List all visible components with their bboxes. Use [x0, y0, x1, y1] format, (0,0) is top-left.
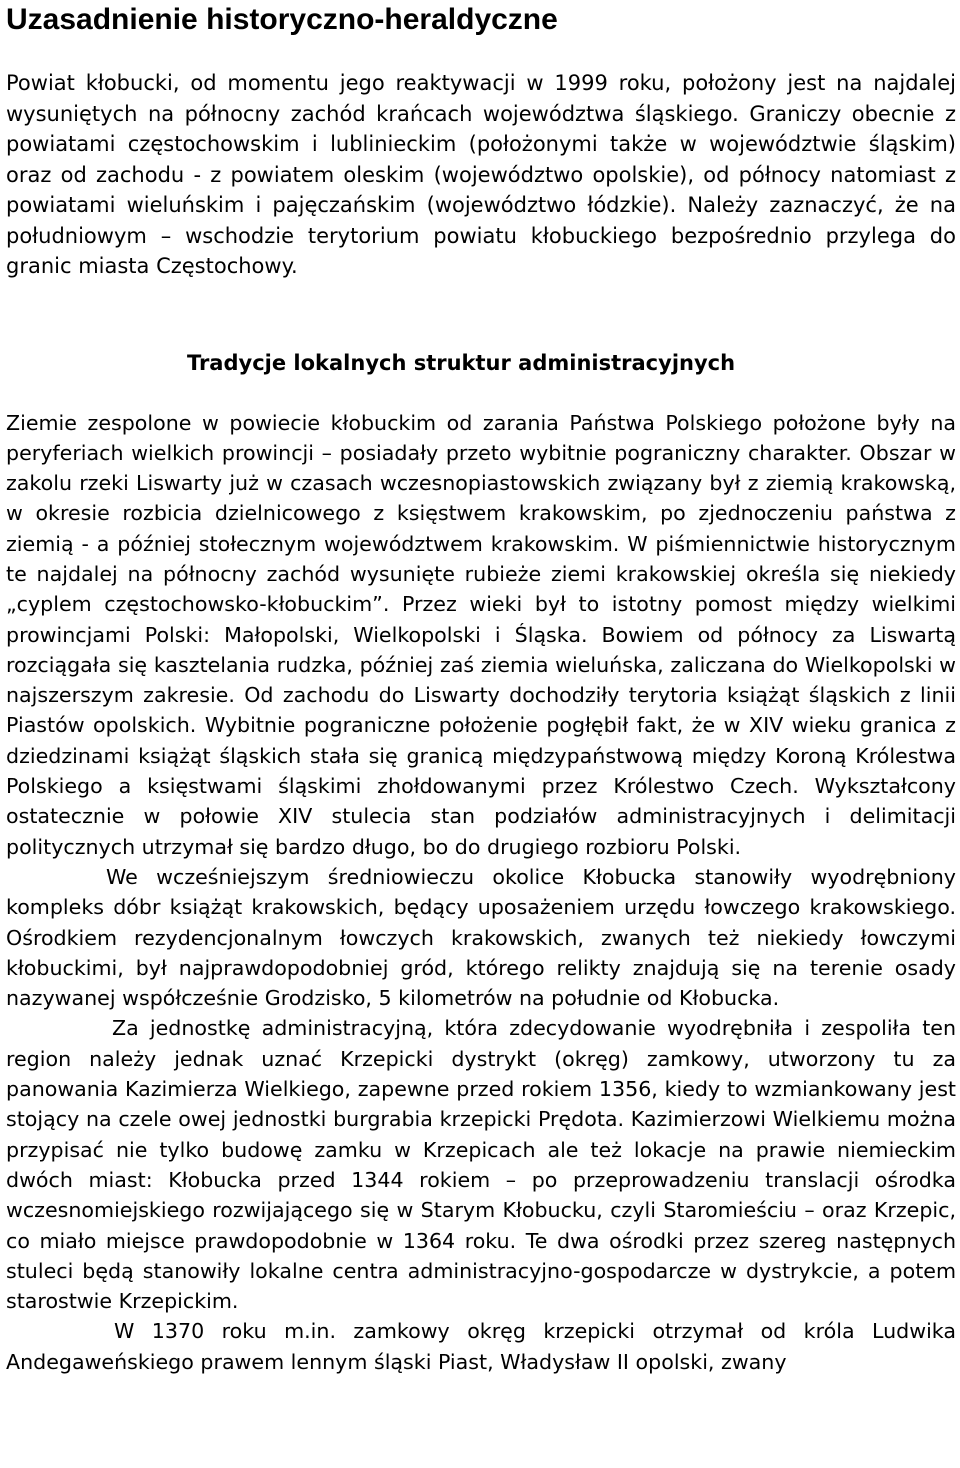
paragraph-early-middle-ages: We wcześniejszym średniowieczu okolice Kłobucka stanowiły wyodrębniony kompleks dóbr książąt krakowskich, będący uposażeniem urzędu łowczego krakowskiego. Ośrodkiem rezydencjonalnym łowczych krakowskich, zwanych też niekiedy łowczymi kłobuckimi, był najprawdopodobniej gród, którego relikty znajdują się na terenie osady nazywanej współcześnie Grodzisko, 5 kilometrów na południe od Kłobucka. — [6, 864, 956, 1011]
paragraph-krzepice-district: Za jednostkę administracyjną, która zdecydowanie wyodrębniła i zespoliła ten region należy jednak uznać Krzepicki dystrykt (okręg) zamkowy, utworzony tu za panowania Kazimierza Wielkiego, zapewne przed rokiem 1356, kiedy to wzmiankowany jest stojący na czele owej jednostki burgrabia krzepicki Prędota. Kazimierzowi Wielkiemu można przypisać nie tylko budowę zamku w Krzepicach ale też lokacje na prawie niemieckim dwóch miast: Kłobucka przed 1344 rokiem – po przeprowadzeniu translacji ośrodka wczesnomiejskiego rozwijającego się w Starym Kłobucku, czyli Staromieściu – oraz Krzepic, co miało miejsce prawdopodobnie w 1364 roku. Te dwa ośrodki przez szereg następnych stuleci będą stanowiły lokalne centra administracyjno-gospodarcze w dystrykcie, a potem starostwie Krzepickim. — [6, 1016, 956, 1314]
section-heading: Tradycje lokalnych struktur administracyjnych — [186, 350, 736, 375]
intro-paragraph: Powiat kłobucki, od momentu jego reaktywacji w 1999 roku, położony jest na najdalej wysuniętych na północny zachód krańcach województwa śląskiego. Graniczy obecnie z powiatami częstochowskim i lublinieckim (położonymi także w województwie śląskim) oraz od zachodu - z powiatem oleskim (województwo opolskie), od północy natomiast z powiatami wieluńskim i pajęczańskim (województwo łódzkie). Należy zaznaczyć, że na południowym – wschodzie terytorium powiatu kłobuckiego bezpośrednio przylega do granic miasta Częstochowy. — [6, 71, 956, 278]
document-title: Uzasadnienie historyczno-heraldyczne — [6, 3, 558, 36]
paragraph-1370-fief: W 1370 roku m.in. zamkowy okręg krzepicki otrzymał od króla Ludwika Andegaweńskiego prawem lennym śląski Piast, Władysław II opolski, zwany — [6, 1319, 956, 1374]
paragraph-administrative-history: Ziemie zespolone w powiecie kłobuckim od zarania Państwa Polskiego położone były na peryferiach wielkich prowincji – posiadały przeto wybitnie pograniczny charakter. Obszar w zakolu rzeki Liswarty już w czasach wczesnopiastowskich związany był z ziemią krakowską, w okresie rozbicia dzielnicowego z księstwem krakowskim, po zjednoczeniu państwa z ziemią - a później stołecznym województwem krakowskim. W piśmiennictwie historycznym te najdalej na północny zachód wysunięte rubieże ziemi krakowskiej określa się niekiedy „cyplem częstochowsko-kłobuckim”. Przez wieki był to istotny pomost między wielkimi prowincjami Polski: Małopolski, Wielkopolski i Śląska. Bowiem od północy za Liswartą rozciągała się kasztelania rudzka, później zaś ziemia wieluńska, zaliczana do Wielkopolski w najszerszym zakresie. Od zachodu do Liswarty dochodziły terytoria książąt śląskich z linii Piastów opolskich. Wybitnie pograniczne położenie pogłębił fakt, że w XIV wieku granica z dziedzinami książąt śląskich stała się granicą międzypaństwową między Koroną Królestwa Polskiego a księstwami śląskimi zhołdowanymi przez Królestwo Czech. Wykształcony ostatecznie w połowie XIV stulecia stan podziałów administracyjnych i delimitacji politycznych utrzymał się bardzo długo, bo do drugiego rozbioru Polski. — [6, 410, 956, 859]
